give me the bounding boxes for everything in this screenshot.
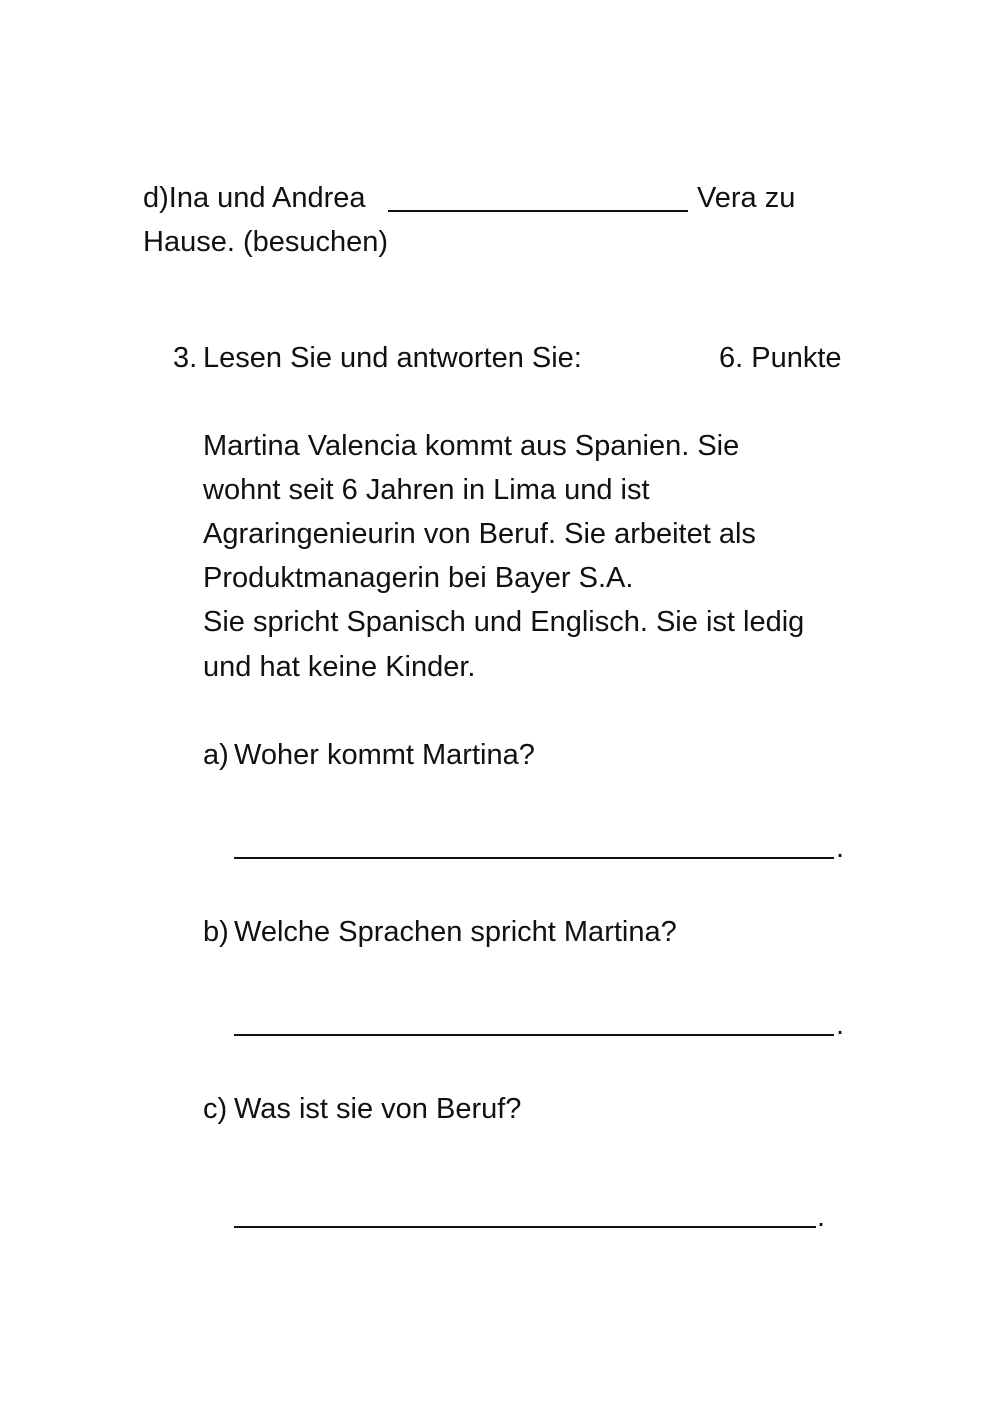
answer-c-period: .: [817, 1201, 826, 1233]
answer-a-line[interactable]: [234, 857, 834, 859]
answer-a-period: .: [836, 832, 845, 864]
section-number: 3.: [173, 342, 198, 374]
answer-c-line[interactable]: [234, 1226, 816, 1228]
answer-b-period: .: [836, 1009, 845, 1041]
exercise-d-prefix: d)Ina und Andrea: [143, 182, 366, 214]
reading-line: Agraringenieurin von Beruf. Sie arbeitet als: [203, 518, 756, 550]
question-c-text: Was ist sie von Beruf?: [234, 1093, 522, 1125]
question-c-letter: c): [203, 1093, 228, 1125]
exercise-d-continuation: Hause. (besuchen): [143, 226, 389, 258]
question-a-letter: a): [203, 739, 229, 771]
reading-line: Martina Valencia kommt aus Spanien. Sie: [203, 430, 740, 462]
exercise-d-blank[interactable]: [388, 210, 688, 212]
answer-b-line[interactable]: [234, 1034, 834, 1036]
reading-line: Produktmanagerin bei Bayer S.A.: [203, 562, 634, 594]
section-instruction: Lesen Sie und antworten Sie:: [203, 342, 582, 374]
question-b-text: Welche Sprachen spricht Martina?: [234, 916, 677, 948]
exercise-d-suffix: Vera zu: [697, 182, 796, 214]
reading-line: wohnt seit 6 Jahren in Lima und ist: [203, 474, 650, 506]
reading-line: und hat keine Kinder.: [203, 651, 476, 683]
reading-line: Sie spricht Spanisch und Englisch. Sie ist ledig: [203, 606, 805, 638]
question-b-letter: b): [203, 916, 229, 948]
question-a-text: Woher kommt Martina?: [234, 739, 535, 771]
section-points: 6. Punkte: [719, 342, 842, 374]
